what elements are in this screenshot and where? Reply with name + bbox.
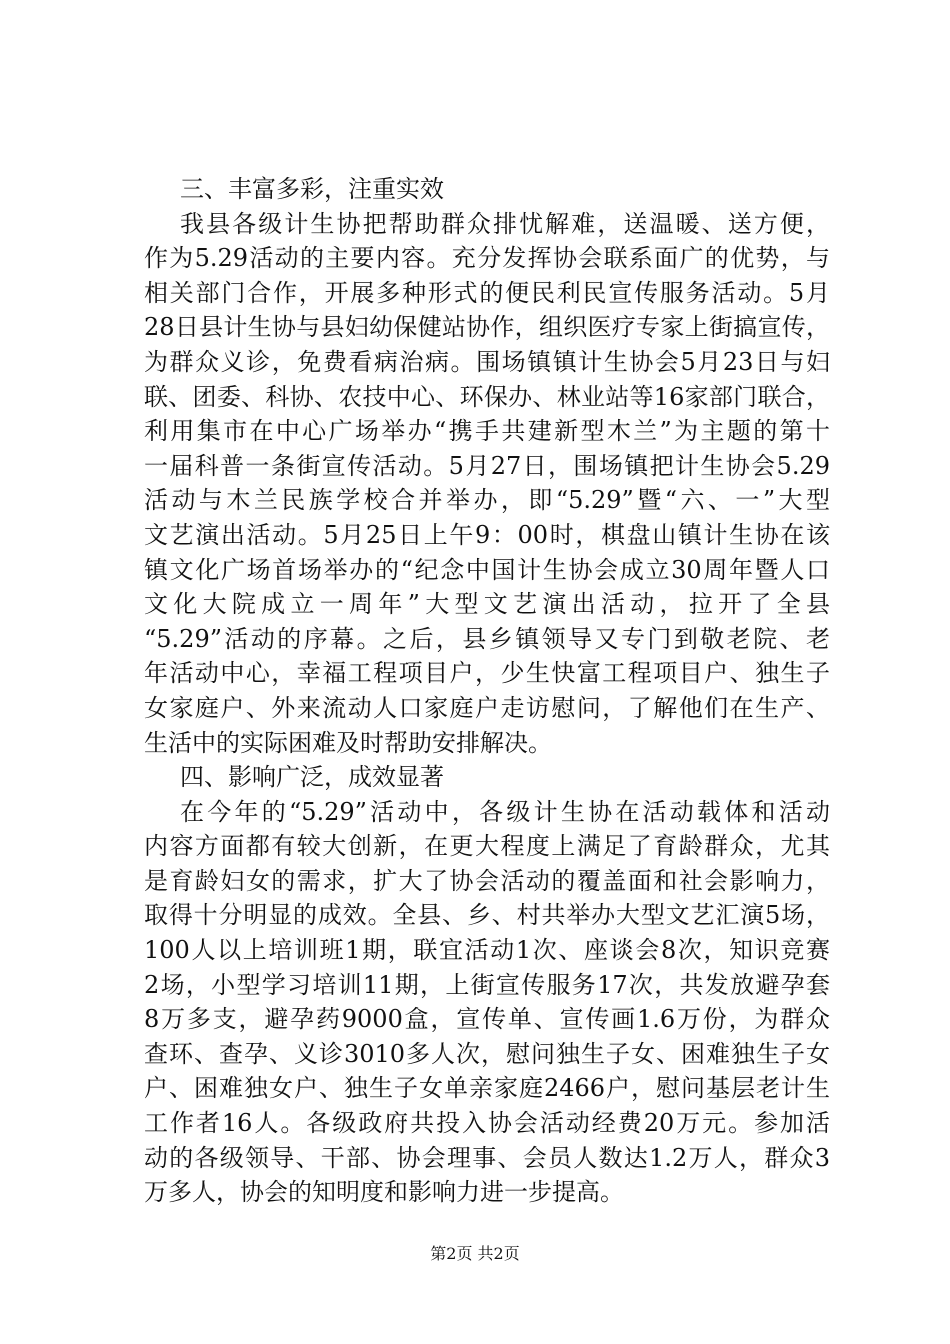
paragraph-line: 联、团委、科协、农技中心、环保办、林业站等16家部门联合，	[144, 382, 830, 411]
paragraph-line: 文艺演出活动。5月25日上午9：00时，棋盘山镇计生协在该	[144, 520, 830, 549]
paragraph-line: 年活动中心，幸福工程项目户，少生快富工程项目户、独生子	[144, 659, 830, 688]
paragraph-line: 镇文化广场首场举办的“纪念中国计生协会成立30周年暨人口	[144, 555, 830, 584]
paragraph-line: 28日县计生协与县妇幼保健站协作，组织医疗专家上街搞宣传，	[144, 313, 830, 342]
paragraph-line: 生活中的实际困难及时帮助安排解决。	[144, 728, 552, 757]
paragraph-line: 是育龄妇女的需求，扩大了协会活动的覆盖面和社会影响力，	[144, 866, 830, 895]
document-body	[144, 172, 830, 1210]
section-heading: 四、影响广泛，成效显著	[180, 763, 444, 792]
paragraph-line: 动的各级领导、干部、协会理事、会员人数达1.2万人，群众3	[144, 1143, 830, 1172]
paragraph-line: 利用集市在中心广场举办“携手共建新型木兰”为主题的第十	[144, 417, 830, 446]
paragraph-line: 作为5.29活动的主要内容。充分发挥协会联系面广的优势，与	[144, 244, 830, 273]
paragraph-line: 户、困难独女户、独生子女单亲家庭2466户，慰问基层老计生	[144, 1074, 830, 1103]
paragraph-line: 一届科普一条街宣传活动。5月27日，围场镇把计生协会5.29	[144, 451, 830, 480]
page-number-footer: 第2页 共2页	[430, 1244, 520, 1263]
paragraph-line: 内容方面都有较大创新，在更大程度上满足了育龄群众，尤其	[144, 832, 830, 861]
paragraph-line: 工作者16人。各级政府共投入协会活动经费20万元。参加活	[144, 1109, 830, 1138]
paragraph-line: 100人以上培训班1期，联宜活动1次、座谈会8次，知识竞赛	[144, 936, 830, 965]
paragraph-line: 取得十分明显的成效。全县、乡、村共举办大型文艺汇演5场，	[144, 901, 830, 930]
paragraph-line: “5.29”活动的序幕。之后，县乡镇领导又专门到敬老院、老	[144, 624, 830, 653]
paragraph-line: 为群众义诊，免费看病治病。围场镇镇计生协会5月23日与妇	[144, 347, 830, 376]
paragraph-line: 女家庭户、外来流动人口家庭户走访慰问，了解他们在生产、	[144, 693, 830, 722]
section-heading: 三、丰富多彩，注重实效	[180, 175, 444, 203]
paragraph-line: 8万多支，避孕药9000盒，宣传单、宣传画1.6万份，为群众	[144, 1005, 830, 1034]
paragraph-line: 万多人，协会的知明度和影响力进一步提高。	[144, 1178, 624, 1207]
paragraph-line: 查环、查孕、义诊3010多人次，慰问独生子女、困难独生子女	[144, 1039, 830, 1068]
paragraph-line: 相关部门合作，开展多种形式的便民利民宣传服务活动。5月	[144, 278, 830, 307]
paragraph-line: 活动与木兰民族学校合并举办，即“5.29”暨“六、一”大型	[144, 486, 830, 515]
paragraph-line: 文化大院成立一周年”大型文艺演出活动，拉开了全县	[144, 590, 830, 619]
paragraph-line: 2场，小型学习培训11期，上街宣传服务17次，共发放避孕套	[144, 970, 830, 999]
paragraph-line: 我县各级计生协把帮助群众排忧解难，送温暖、送方便，	[180, 209, 830, 238]
paragraph-line: 在今年的“5.29”活动中，各级计生协在活动载体和活动	[180, 797, 830, 826]
